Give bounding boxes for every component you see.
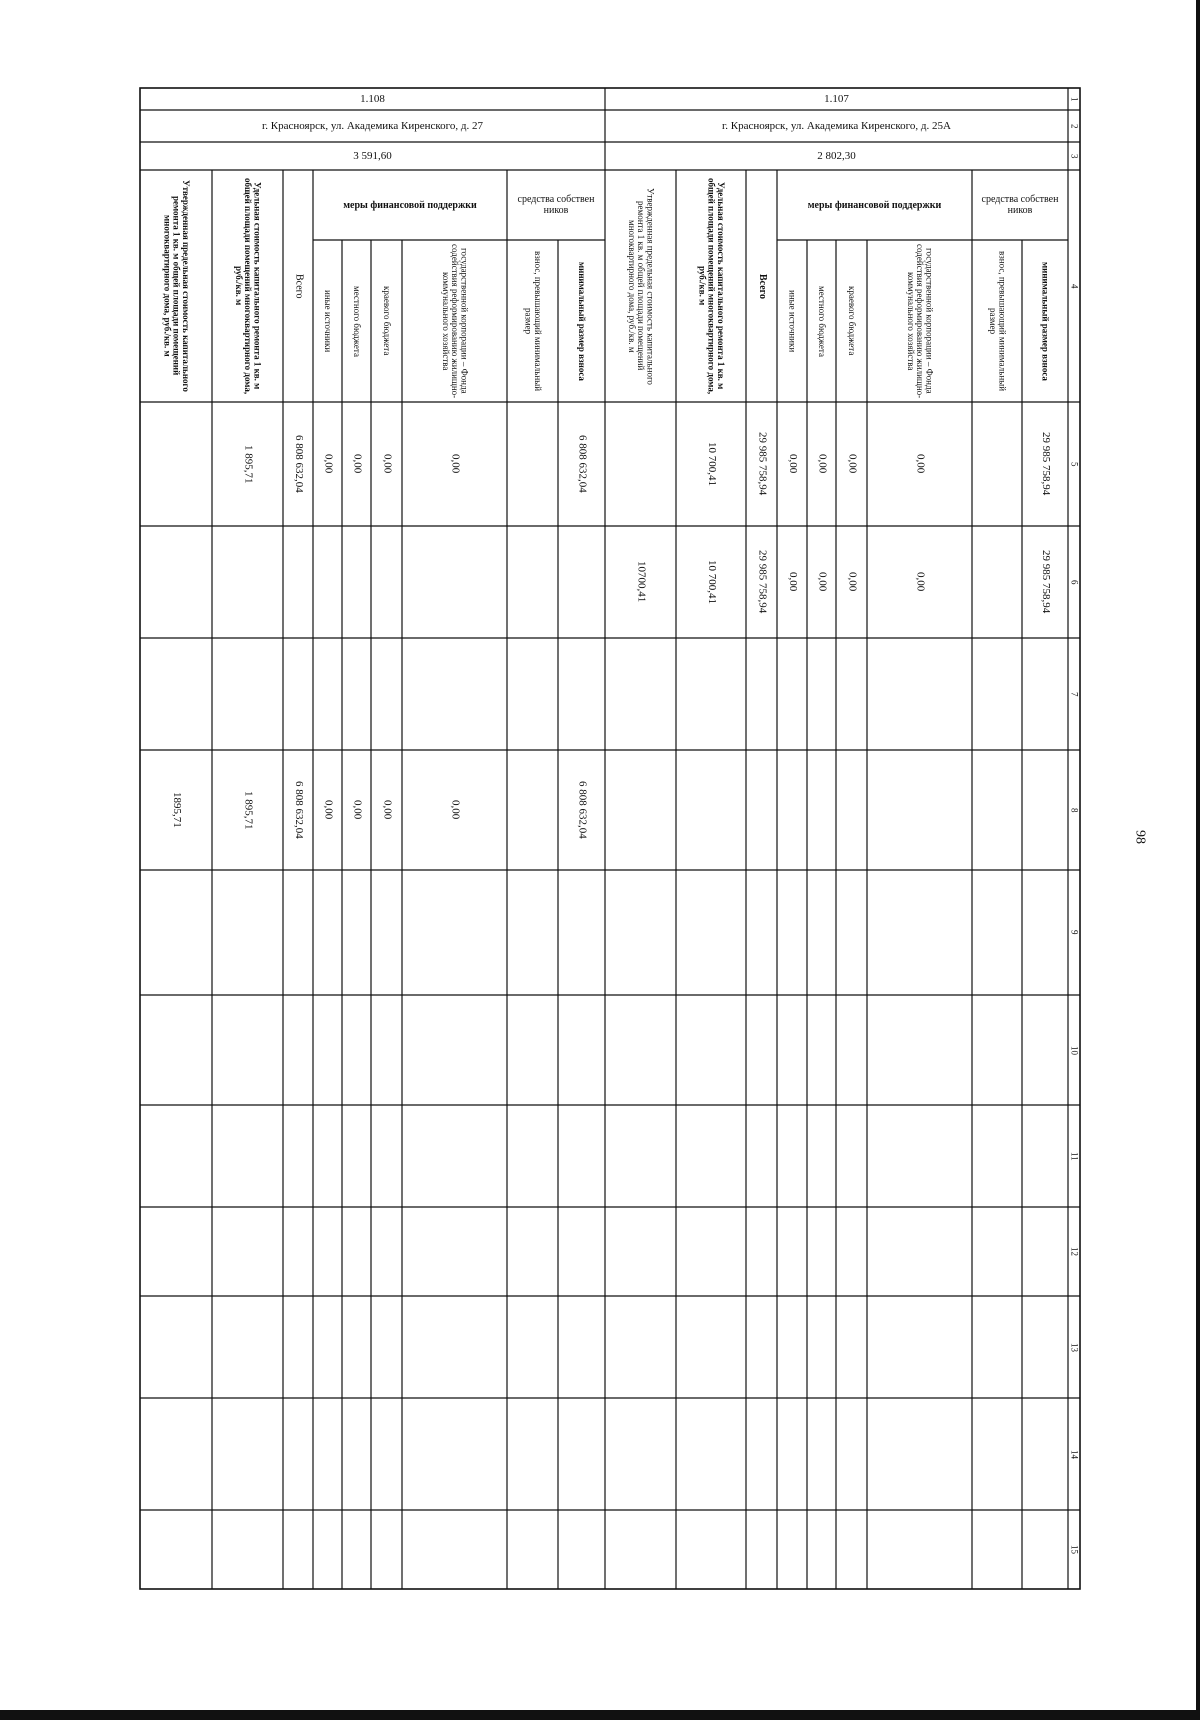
header-total-left: Всего	[293, 273, 305, 299]
left-area: 3 591,60	[353, 149, 392, 162]
row-number: 10	[1069, 1045, 1080, 1055]
left-code: 1.108	[360, 92, 385, 105]
r5-regional-left: 0,00	[381, 454, 394, 474]
header-owners-group-left: средства собствен ников	[517, 194, 595, 216]
row-number: 3	[1069, 153, 1080, 159]
header-min-contrib-left: минимальный размер взноса	[577, 261, 588, 381]
r6-unit-cost-right: 10 700,41	[705, 560, 718, 604]
r6-min-right: 29 985 758,94	[1039, 550, 1052, 614]
r6-approved-right: 10700,41	[635, 561, 648, 603]
r5-min-right: 29 985 758,94	[1039, 432, 1052, 496]
header-local-budget-right: местного бюджета	[817, 285, 828, 357]
r8-unit-cost-left: 1 895,71	[242, 790, 255, 830]
header-unit-cost-right: Удельная стоимость капитального ремонта 1 кв. м общей площади помещений многоквартирного дома, руб./кв. м	[697, 177, 727, 395]
r6-total-right: 29 985 758,94	[756, 550, 769, 614]
header-other-sources-left: иные источники	[323, 289, 334, 353]
r5-unit-cost-left: 1 895,71	[242, 444, 255, 484]
r5-fund-right: 0,00	[914, 454, 927, 474]
r8-other-left: 0,00	[322, 800, 335, 820]
header-excess-contrib-left: взнос, превышающий минимальный размер	[523, 250, 543, 392]
r6-fund-right: 0,00	[914, 572, 927, 592]
row-number: 15	[1069, 1545, 1080, 1554]
header-approved-limit-right: Утвержденная предельная стоимость капитального ремонта 1 кв. м общей площади помещений многоквартирного дома, руб./кв. м	[626, 187, 656, 385]
row-number: 6	[1069, 579, 1080, 585]
r5-fund-left: 0,00	[449, 454, 462, 474]
r8-local-left: 0,00	[351, 800, 364, 820]
r6-regional-right: 0,00	[846, 572, 859, 592]
header-regional-budget-right: краевого бюджета	[847, 286, 858, 356]
row-number: 9	[1069, 930, 1080, 935]
row-number: 11	[1069, 1151, 1080, 1161]
r5-regional-right: 0,00	[846, 454, 859, 474]
r8-min-left: 6 808 632,04	[576, 781, 589, 839]
row-number: 12	[1069, 1247, 1080, 1256]
page-number: 98	[1132, 830, 1148, 844]
header-unit-cost-left: Удельная стоимость капитального ремонта 1 кв. м общей площади помещений многоквартирного дома, руб./кв. м	[233, 177, 263, 395]
header-approved-limit-left: Утвержденная предельная стоимость капитального ремонта 1 кв. м общей площади помещений многоквартирного дома, руб./кв. м	[162, 180, 192, 392]
r5-unit-cost-right: 10 700,41	[705, 442, 718, 486]
right-address: г. Красноярск, ул. Академика Киренского, д. 25А	[722, 119, 951, 132]
r8-regional-left: 0,00	[381, 800, 394, 820]
header-min-contrib-right: минимальный размер взноса	[1040, 261, 1051, 381]
r6-other-right: 0,00	[786, 572, 799, 592]
r5-total-right: 29 985 758,94	[756, 432, 769, 496]
r8-approved-left: 1895,71	[170, 792, 183, 828]
r8-total-left: 6 808 632,04	[292, 781, 305, 839]
row-number: 1	[1069, 96, 1080, 102]
row-number: 5	[1069, 461, 1080, 467]
r8-fund-left: 0,00	[449, 800, 462, 820]
r5-other-left: 0,00	[322, 454, 335, 474]
header-regional-budget-left: краевого бюджета	[382, 286, 393, 356]
right-code: 1.107	[824, 92, 849, 105]
header-support-group-left: меры финансовой поддержки	[343, 199, 477, 211]
row-number: 2	[1069, 123, 1080, 129]
left-address: г. Красноярск, ул. Академика Киренского, д. 27	[262, 119, 483, 132]
header-fund-right: государственной корпорации – Фонда содействия реформированию жилищно-коммунального хозяйства	[905, 243, 935, 399]
header-support-group-right: меры финансовой поддержки	[807, 199, 942, 211]
r5-local-right: 0,00	[816, 454, 829, 474]
row-number: 14	[1069, 1449, 1080, 1459]
right-area: 2 802,30	[817, 149, 856, 162]
row-number: 7	[1069, 691, 1080, 697]
header-excess-contrib-right: взнос, превышающий минимальный размер	[988, 250, 1008, 392]
header-fund-left: государственной корпорации – Фонда содействия реформированию жилищно-коммунального хозяйства	[440, 243, 470, 399]
r5-local-left: 0,00	[351, 454, 364, 474]
header-owners-group-right: средства собствен ников	[981, 194, 1059, 216]
r5-min-left: 6 808 632,04	[576, 435, 589, 493]
header-local-budget-left: местного бюджета	[352, 285, 363, 357]
r5-other-right: 0,00	[786, 454, 799, 474]
row-number: 13	[1069, 1342, 1080, 1352]
row-number: 8	[1069, 807, 1080, 813]
r5-total-left: 6 808 632,04	[292, 435, 305, 493]
header-total-right: Всего	[756, 273, 768, 299]
r6-local-right: 0,00	[816, 572, 829, 592]
row-number: 4	[1069, 283, 1080, 289]
header-other-sources-right: иные источники	[787, 289, 798, 353]
